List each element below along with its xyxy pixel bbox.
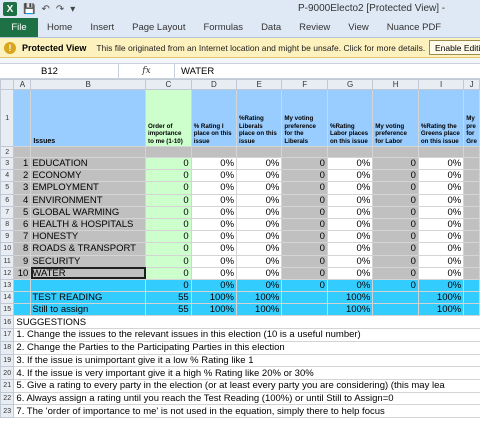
liberals-preference-cell[interactable]: 0 [282,218,328,230]
table-row [1,206,480,218]
row-header[interactable]: 15 [1,304,14,316]
labor-preference-cell[interactable]: 0 [373,206,419,218]
issue-name[interactable]: ECONOMY [31,170,146,182]
row-header[interactable]: 23 [1,405,14,418]
greens-rating-total[interactable]: 0% [418,279,463,291]
issue-name[interactable]: WATER [31,267,146,279]
customize-icon[interactable]: ▾ [70,3,76,15]
row-header[interactable]: 18 [1,341,14,354]
tab-file[interactable]: File [0,18,38,37]
my-rating-cell[interactable]: 0% [191,206,236,218]
row-header[interactable]: 7 [1,206,14,218]
my-rating-total[interactable]: 0% [191,279,236,291]
cell[interactable] [14,90,31,147]
name-box[interactable]: B12 [1,64,119,78]
my-rating-cell[interactable]: 0% [191,218,236,230]
my-rating-cell[interactable]: 0% [191,170,236,182]
cell[interactable] [282,147,328,158]
row-header[interactable]: 11 [1,255,14,267]
labor-rating-cell[interactable]: 0% [327,206,372,218]
test-reading-label[interactable]: TEST READING [31,292,146,304]
issue-name[interactable]: EMPLOYMENT [31,182,146,194]
issues-header[interactable]: Issues [31,90,146,147]
suggestion-text[interactable]: 5. Give a rating to every party in the election (or at least every party you are considering) (this may lea [14,379,480,392]
labor-preference-cell[interactable]: 0 [373,170,419,182]
cell[interactable] [31,279,146,291]
excel-logo-icon: X [3,2,17,16]
header-row [1,90,480,147]
cell[interactable] [146,147,192,158]
liberals-preference-cell[interactable]: 0 [282,243,328,255]
liberals-rating-total[interactable]: 0% [237,279,282,291]
protected-view-message[interactable]: This file originated from an Internet location and might be unsafe. Click for more details. [96,42,426,53]
cell[interactable] [14,279,31,291]
cell[interactable] [237,147,282,158]
liberals-preference-cell[interactable]: 0 [282,255,328,267]
my-rating-cell[interactable]: 0% [191,267,236,279]
cell[interactable] [14,292,31,304]
row-header[interactable]: 13 [1,279,14,291]
column-header[interactable]: E [237,80,282,90]
my-rating-cell[interactable]: 0% [191,194,236,206]
suggestion-text[interactable]: 1. Change the issues to the relevant issues in this election (10 is a useful number) [14,329,480,342]
liberals-preference-header[interactable]: My voting preference for the Liberals [282,90,328,147]
importance-cell[interactable]: 0 [146,243,192,255]
greens-preference-cell[interactable] [464,206,480,218]
row-header[interactable]: 8 [1,218,14,230]
liberals-rating-cell[interactable]: 0% [237,182,282,194]
labor-rating-cell[interactable]: 0% [327,170,372,182]
liberals-preference-cell[interactable]: 0 [282,158,328,170]
table-row [1,218,480,230]
cell[interactable] [373,304,419,316]
column-header[interactable]: H [373,80,419,90]
suggestion-text[interactable]: 7. The 'order of importance to me' is not used in the equation, simply there to help focus [14,405,480,418]
row-header[interactable]: 3 [1,158,14,170]
greens-preference-cell[interactable] [464,255,480,267]
liberals-preference-cell[interactable]: 0 [282,206,328,218]
labor-preference-cell[interactable]: 0 [373,158,419,170]
table-row [1,170,480,182]
liberals-rating-cell[interactable]: 0% [237,218,282,230]
issue-number[interactable]: 9 [14,255,31,267]
tab-nuance-pdf[interactable]: Nuance PDF [386,22,442,33]
test-reading-greens[interactable]: 100% [418,292,463,304]
tab-formulas[interactable]: Formulas [203,22,244,33]
liberals-rating-cell[interactable]: 0% [237,231,282,243]
importance-cell[interactable]: 0 [146,170,192,182]
labor-rating-cell[interactable]: 0% [327,267,372,279]
greens-rating-cell[interactable]: 0% [418,170,463,182]
my-rating-cell[interactable]: 0% [191,182,236,194]
labor-rating-cell[interactable]: 0% [327,158,372,170]
tab-data[interactable]: Data [261,22,282,33]
sheet-table [0,79,480,418]
issue-name[interactable]: EDUCATION [31,158,146,170]
table-row [1,194,480,206]
row-header[interactable]: 4 [1,170,14,182]
row-header[interactable]: 1 [1,90,14,147]
table-row [1,182,480,194]
test-reading-row [1,292,480,304]
greens-rating-cell[interactable]: 0% [418,255,463,267]
enable-editing-button[interactable]: Enable Editi [429,40,480,55]
issue-number[interactable]: 4 [14,194,31,206]
issue-name[interactable]: SECURITY [31,255,146,267]
importance-cell[interactable]: 0 [146,218,192,230]
issue-number[interactable]: 5 [14,206,31,218]
suggestion-row [1,405,480,418]
row-header[interactable]: 22 [1,392,14,405]
labor-preference-cell[interactable]: 0 [373,231,419,243]
save-icon[interactable]: 💾 [23,3,36,15]
liberals-rating-cell[interactable]: 0% [237,206,282,218]
formula-bar [0,63,480,79]
greens-preference-header[interactable]: My pre for Gre [464,90,480,147]
row-header[interactable]: 12 [1,267,14,279]
row-header[interactable]: 14 [1,292,14,304]
cell[interactable] [373,147,419,158]
greens-preference-cell[interactable] [464,231,480,243]
liberals-preference-cell[interactable]: 0 [282,194,328,206]
table-row [1,255,480,267]
cell[interactable] [31,147,146,158]
greens-rating-cell[interactable]: 0% [418,231,463,243]
liberals-rating-cell[interactable]: 0% [237,158,282,170]
suggestion-row [1,379,480,392]
table-row [1,147,480,158]
suggestion-row [1,329,480,342]
greens-preference-cell[interactable] [464,267,480,279]
column-header[interactable]: C [146,80,192,90]
liberals-preference-cell[interactable]: 0 [282,170,328,182]
cell[interactable] [464,304,480,316]
liberals-rating-cell[interactable]: 0% [237,267,282,279]
column-header[interactable]: F [282,80,328,90]
issue-number[interactable]: 10 [14,267,31,279]
importance-cell[interactable]: 0 [146,182,192,194]
row-header[interactable]: 19 [1,354,14,367]
my-rating-cell[interactable]: 0% [191,158,236,170]
labor-preference-cell[interactable]: 0 [373,218,419,230]
greens-preference-cell[interactable] [464,194,480,206]
liberals-rating-cell[interactable]: 0% [237,255,282,267]
suggestion-text[interactable]: 3. If the issue is unimportant give it a low % Rating like 1 [14,354,480,367]
issue-number[interactable]: 8 [14,243,31,255]
importance-cell[interactable]: 0 [146,231,192,243]
row-header[interactable]: 10 [1,243,14,255]
cell[interactable] [191,147,236,158]
issue-name[interactable]: ROADS & TRANSPORT [31,243,146,255]
importance-total[interactable]: 0 [146,279,192,291]
cell[interactable] [464,292,480,304]
issue-number[interactable]: 7 [14,231,31,243]
importance-cell[interactable]: 0 [146,255,192,267]
greens-rating-cell[interactable]: 0% [418,182,463,194]
still-to-assign-labor[interactable]: 100% [327,304,372,316]
suggestion-row [1,316,480,329]
redo-icon[interactable]: ↷ [55,3,65,15]
greens-preference-cell[interactable] [464,218,480,230]
labor-preference-header[interactable]: My voting preference for Labor [373,90,419,147]
my-rating-cell[interactable]: 0% [191,243,236,255]
protected-view-bar [0,38,480,58]
table-row [1,267,480,279]
window-title: P-9000Electo2 [Protected View] - [298,3,446,14]
row-header[interactable]: 2 [1,147,14,158]
labor-preference-cell[interactable]: 0 [373,182,419,194]
my-rating-cell[interactable]: 0% [191,231,236,243]
row-header[interactable]: 20 [1,367,14,380]
table-row [1,158,480,170]
greens-rating-cell[interactable]: 0% [418,158,463,170]
suggestion-text[interactable]: 4. If the issue is very important give it a high % Rating like 20% or 30% [14,367,480,380]
importance-cell[interactable]: 0 [146,194,192,206]
select-all-corner[interactable] [1,80,14,90]
still-to-assign-row [1,304,480,316]
column-header[interactable]: G [327,80,372,90]
liberals-rating-cell[interactable]: 0% [237,194,282,206]
labor-rating-cell[interactable]: 0% [327,194,372,206]
issue-number[interactable]: 1 [14,158,31,170]
issue-name[interactable]: ENVIRONMENT [31,194,146,206]
fx-icon[interactable]: fx [119,64,175,78]
issue-number[interactable]: 2 [14,170,31,182]
still-to-assign-importance[interactable]: 55 [146,304,192,316]
row-header[interactable]: 5 [1,182,14,194]
undo-icon[interactable]: ↶ [41,3,50,15]
column-header[interactable]: A [14,80,31,90]
greens-rating-cell[interactable]: 0% [418,194,463,206]
importance-cell[interactable]: 0 [146,206,192,218]
importance-cell[interactable]: 0 [146,158,192,170]
tab-insert[interactable]: Insert [90,22,115,33]
issue-name[interactable]: HONESTY [31,231,146,243]
suggestion-row [1,341,480,354]
issue-number[interactable]: 3 [14,182,31,194]
liberals-rating-header[interactable]: %Rating Liberals place on this issue [237,90,282,147]
labor-rating-total[interactable]: 0% [327,279,372,291]
liberals-rating-cell[interactable]: 0% [237,243,282,255]
tab-page-layout[interactable]: Page Layout [132,22,186,33]
greens-rating-cell[interactable]: 0% [418,243,463,255]
suggestion-row [1,354,480,367]
test-reading-importance[interactable]: 55 [146,292,192,304]
suggestion-row [1,367,480,380]
liberals-rating-cell[interactable]: 0% [237,170,282,182]
quick-access-toolbar [23,4,75,15]
row-header[interactable]: 6 [1,194,14,206]
cell[interactable] [14,304,31,316]
cell[interactable] [464,279,480,291]
labor-preference-cell[interactable]: 0 [373,267,419,279]
column-header[interactable]: D [191,80,236,90]
column-header[interactable]: B [31,80,146,90]
labor-rating-cell[interactable]: 0% [327,182,372,194]
liberals-preference-cell[interactable]: 0 [282,182,328,194]
formula-input[interactable]: WATER [181,65,215,77]
still-to-assign-liberals[interactable]: 100% [237,304,282,316]
suggestions-title[interactable]: SUGGESTIONS [14,316,480,329]
suggestion-text[interactable]: 6. Always assign a rating until you reach the Test Reading (100%) or until Still to Assign=0 [14,392,480,405]
issue-number[interactable]: 6 [14,218,31,230]
table-row [1,279,480,291]
greens-rating-cell[interactable]: 0% [418,267,463,279]
labor-rating-cell[interactable]: 0% [327,231,372,243]
test-reading-my-rating[interactable]: 100% [191,292,236,304]
importance-cell[interactable]: 0 [146,267,192,279]
tab-home[interactable]: Home [47,22,73,33]
row-header[interactable]: 9 [1,231,14,243]
test-reading-liberals[interactable]: 100% [237,292,282,304]
cell[interactable] [464,147,480,158]
tab-review[interactable]: Review [299,22,331,33]
labor-rating-cell[interactable]: 0% [327,218,372,230]
cell[interactable] [418,147,463,158]
row-header[interactable]: 21 [1,379,14,392]
cell[interactable] [14,147,31,158]
row-header[interactable]: 17 [1,329,14,342]
cell[interactable] [282,304,328,316]
table-row [1,231,480,243]
labor-preference-cell[interactable]: 0 [373,255,419,267]
labor-rating-cell[interactable]: 0% [327,255,372,267]
still-to-assign-greens[interactable]: 100% [418,304,463,316]
issue-name[interactable]: HEALTH & HOSPITALS [31,218,146,230]
greens-preference-cell[interactable] [464,243,480,255]
column-header[interactable]: I [418,80,463,90]
shield-icon: ! [4,42,16,54]
labor-rating-header[interactable]: %Rating Labor places on this issue [327,90,372,147]
importance-header[interactable]: Order of importance to me (1-10) [146,90,192,147]
labor-rating-cell[interactable]: 0% [327,243,372,255]
test-reading-labor[interactable]: 100% [327,292,372,304]
table-row [1,243,480,255]
issue-name[interactable]: GLOBAL WARMING [31,206,146,218]
greens-rating-header[interactable]: %Rating the Greens place on this issue [418,90,463,147]
greens-rating-cell[interactable]: 0% [418,218,463,230]
cell[interactable] [327,147,372,158]
labor-preference-cell[interactable]: 0 [373,243,419,255]
title-bar [0,0,480,18]
greens-preference-cell[interactable] [464,170,480,182]
ribbon-tabs [0,18,480,38]
greens-preference-cell[interactable] [464,158,480,170]
protected-view-title: Protected View [22,42,87,53]
still-to-assign-label[interactable]: Still to assign [31,304,146,316]
suggestion-row [1,392,480,405]
cell[interactable] [282,292,328,304]
tab-view[interactable]: View [348,22,369,33]
greens-preference-cell[interactable] [464,182,480,194]
column-header[interactable]: J [464,80,480,90]
liberals-preference-cell[interactable]: 0 [282,231,328,243]
row-header[interactable]: 16 [1,316,14,329]
still-to-assign-my-rating[interactable]: 100% [191,304,236,316]
cell[interactable] [373,292,419,304]
labor-preference-total[interactable]: 0 [373,279,419,291]
labor-preference-cell[interactable]: 0 [373,194,419,206]
suggestion-text[interactable]: 2. Change the Parties to the Participating Parties in this election [14,341,480,354]
my-rating-header[interactable]: % Rating I place on this issue [191,90,236,147]
greens-rating-cell[interactable]: 0% [418,206,463,218]
liberals-preference-cell[interactable]: 0 [282,267,328,279]
spreadsheet-grid [0,79,480,418]
liberals-preference-total[interactable]: 0 [282,279,328,291]
my-rating-cell[interactable]: 0% [191,255,236,267]
